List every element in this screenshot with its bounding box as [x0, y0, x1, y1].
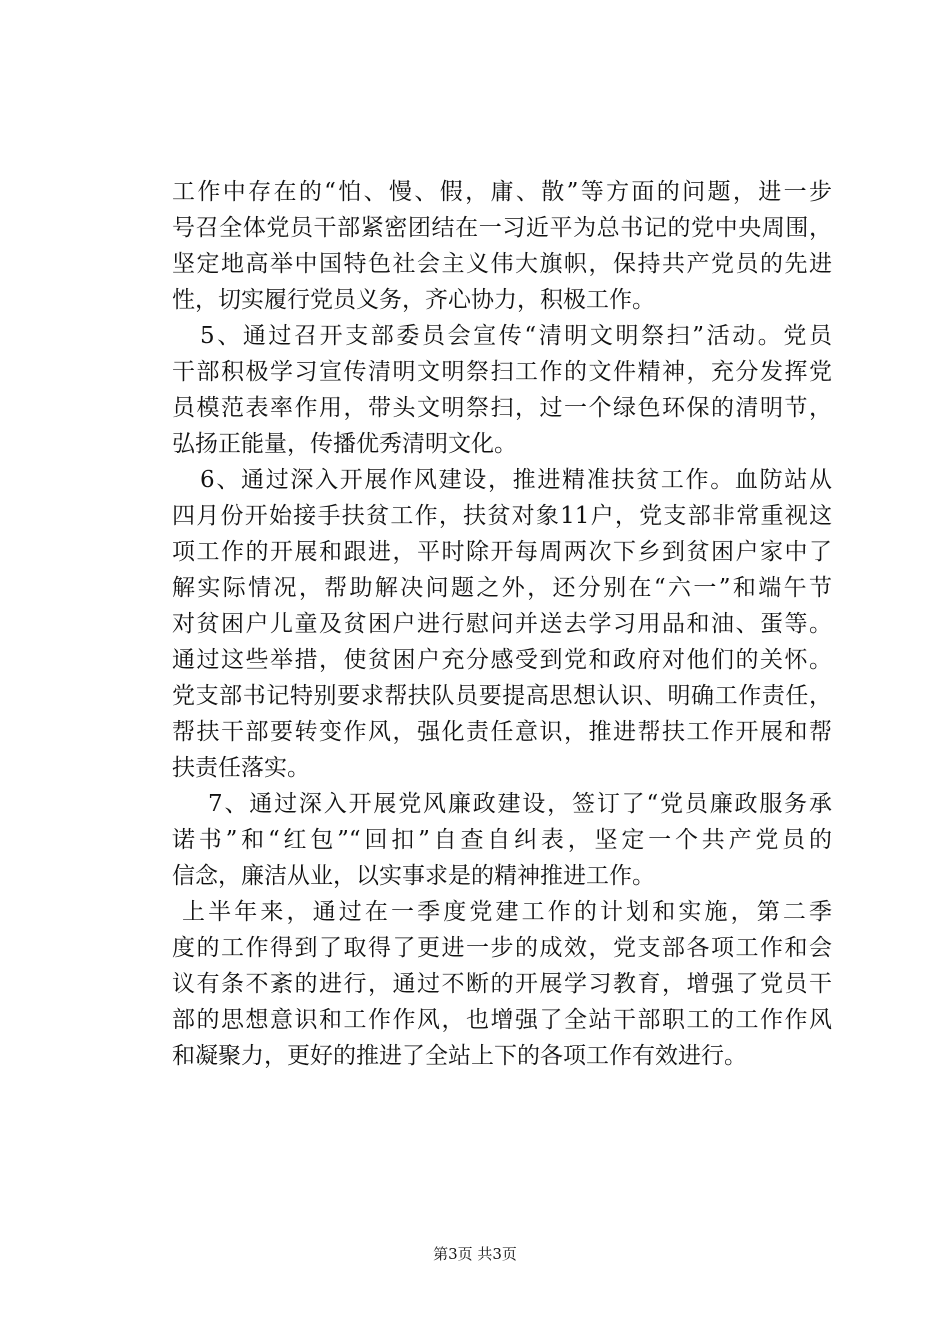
- text-line: 工作中存在的“怕、慢、假，庸、散”等方面的问题，进一步: [172, 179, 832, 205]
- text-line: 议有条不紊的进行，通过不断的开展学习教育，增强了党员干: [172, 971, 832, 997]
- text-line: 弘扬正能量，传播优秀清明文化。: [172, 431, 517, 457]
- text-line: 四月份开始接手扶贫工作，扶贫对象11户，党支部非常重视这: [172, 503, 832, 529]
- text-line: 解实际情况，帮助解决问题之外，还分别在“六一”和端午节: [172, 575, 832, 601]
- text-line: 对贫困户儿童及贫困户进行慰问并送去学习用品和油、蛋等。: [172, 611, 832, 637]
- text-line: 员模范表率作用，带头文明祭扫，过一个绿色环保的清明节，: [172, 395, 832, 421]
- text-line: 和凝聚力，更好的推进了全站上下的各项工作有效进行。: [172, 1043, 747, 1069]
- text-line: 度的工作得到了取得了更进一步的成效，党支部各项工作和会: [172, 935, 832, 961]
- text-line: 性，切实履行党员义务，齐心协力，积极工作。: [172, 287, 655, 313]
- page-number-footer: 第3页 共3页: [433, 1245, 517, 1263]
- paragraph-6-first-line: 6、通过深入开展作风建设，推进精准扶贫工作。血防站从: [200, 467, 832, 493]
- document-body: [172, 174, 832, 1074]
- text-line: 通过这些举措，使贫困户充分感受到党和政府对他们的关怀。: [172, 647, 832, 673]
- paragraph-7-first-line: 7、通过深入开展党风廉政建设，签订了“党员廉政服务承: [208, 791, 832, 817]
- text-line: 部的思想意识和工作作风，也增强了全站干部职工的工作作风: [172, 1007, 832, 1033]
- text-line: 诺书”和“红包”“回扣”自查自纠表，坚定一个共产党员的: [172, 827, 832, 853]
- text-line: 党支部书记特别要求帮扶队员要提高思想认识、明确工作责任，: [172, 683, 832, 709]
- text-line: 号召全体党员干部紧密团结在一习近平为总书记的党中央周围，: [172, 215, 832, 241]
- text-line: 扶责任落实。: [172, 755, 310, 781]
- text-line: 帮扶干部要转变作风，强化责任意识，推进帮扶工作开展和帮: [172, 719, 832, 745]
- text-line: 干部积极学习宣传清明文明祭扫工作的文件精神，充分发挥党: [172, 359, 832, 385]
- text-line: 项工作的开展和跟进，平时除开每周两次下乡到贫困户家中了: [172, 539, 832, 565]
- text-line: 信念，廉洁从业，以实事求是的精神推进工作。: [172, 863, 655, 889]
- summary-first-line: 上半年来，通过在一季度党建工作的计划和实施，第二季: [182, 899, 832, 925]
- text-line: 坚定地高举中国特色社会主义伟大旗帜，保持共产党员的先进: [172, 251, 832, 277]
- paragraph-5-first-line: 5、通过召开支部委员会宣传“清明文明祭扫”活动。党员: [200, 323, 832, 349]
